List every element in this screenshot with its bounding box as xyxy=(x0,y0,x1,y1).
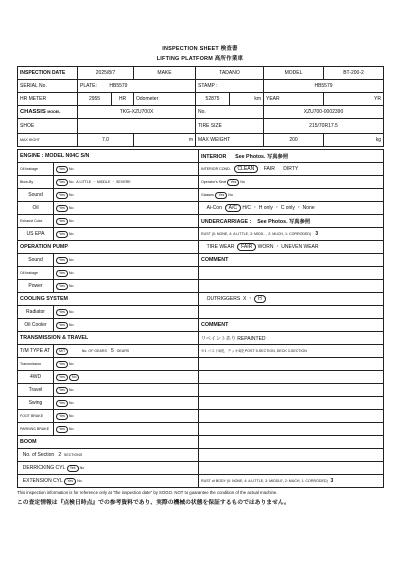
no-option[interactable]: No xyxy=(68,426,74,431)
make-label: MAKE xyxy=(134,67,196,80)
hr-unit: HR xyxy=(112,93,134,106)
no-option[interactable]: No xyxy=(68,218,74,223)
no-option[interactable]: No xyxy=(240,179,245,184)
pump-row-label: Oil leakage xyxy=(18,267,54,280)
operation-pump-title: OPERATION PUMP xyxy=(18,241,199,254)
comment-line[interactable] xyxy=(199,423,384,436)
no-option[interactable]: No xyxy=(68,309,74,314)
engine-row-label: US EPA xyxy=(18,228,54,241)
extension-label: EXTENSION CYL xyxy=(22,477,63,484)
tm-type-label: T/M TYPE xyxy=(20,348,43,354)
sections-label: No. of Section xyxy=(22,452,55,458)
body-rust-value: 3 xyxy=(330,478,334,484)
yes-option[interactable]: Yes xyxy=(227,179,239,186)
odometer-value: 52875 xyxy=(196,93,230,106)
yes-option[interactable]: Yes xyxy=(215,192,227,199)
yes-option[interactable]: Yes xyxy=(56,387,68,394)
hr-meter-label: HR METER xyxy=(18,93,78,106)
no-option[interactable]: No xyxy=(228,192,233,197)
no-option[interactable]: No xyxy=(68,166,74,171)
yes-option[interactable]: Yes xyxy=(56,205,68,212)
no-option[interactable]: No xyxy=(68,387,74,392)
engine-row-label: Oil xyxy=(18,202,54,215)
no-option[interactable]: No xyxy=(68,283,74,288)
no-option[interactable]: No xyxy=(69,374,80,381)
km-unit: km xyxy=(230,93,264,106)
plate-value: HB5579 xyxy=(109,83,128,89)
operator-seat-label: Operator's Seat xyxy=(201,179,227,184)
cooling-row-label: Radiator xyxy=(18,306,54,319)
interior-cond-label: INTERIOR COND. xyxy=(201,167,231,171)
yes-option[interactable]: Yes xyxy=(64,478,76,485)
yes-option[interactable]: Yes xyxy=(56,322,68,329)
yes-option[interactable]: Yes xyxy=(56,283,68,290)
m-unit: m xyxy=(134,134,196,147)
engine-row-label: Oil leakage xyxy=(18,163,54,176)
comment-line[interactable] xyxy=(199,358,384,371)
interior-cond-opt[interactable]: FAIR xyxy=(263,166,275,172)
engine-title: ENGINE : MODEL N04C S/N xyxy=(18,150,199,163)
aircon-options[interactable]: H/C ・ H only ・ C only ・ None xyxy=(242,205,315,211)
rust-label: RUST (0: NONE, 4: A LITTLE, 3: MIDD.. , 2: MUCH, 1: CORRODED) xyxy=(201,232,312,236)
sections-value: 2 xyxy=(58,452,62,458)
gears-unit: GEARS xyxy=(116,348,130,353)
body-rust-label: RUST of BODY (0: NONE, 4: A LITTLE, 3: MIDDLE, 2: MUCH, 1: CORRODED) xyxy=(201,479,328,483)
yes-option[interactable]: Yes xyxy=(56,166,68,173)
yes-option[interactable]: Yes xyxy=(56,361,68,368)
no-option[interactable]: No xyxy=(68,205,74,210)
make-value: TADANO xyxy=(196,67,264,80)
yes-option[interactable]: Yes xyxy=(56,270,68,277)
comment-line[interactable] xyxy=(199,410,384,423)
max-weight-value: 200 xyxy=(264,134,324,147)
yes-option[interactable]: Yes xyxy=(56,231,68,238)
comment-line[interactable] xyxy=(199,397,384,410)
yes-option[interactable]: Yes xyxy=(56,257,68,264)
no-option[interactable]: No xyxy=(79,465,85,470)
comment-line[interactable] xyxy=(199,449,384,462)
comment-label: COMMENT xyxy=(199,319,384,332)
engine-row-label: Sound xyxy=(18,189,54,202)
plate-label: PLATE: xyxy=(80,83,97,89)
no-option[interactable]: No xyxy=(68,179,74,184)
interior-title: INTERIOR xyxy=(201,154,227,160)
undercarriage-photos: See Photos. 写真参照 xyxy=(257,219,311,225)
yes-option[interactable]: Yes xyxy=(56,179,68,186)
interior-cond-selected[interactable]: CLEAN xyxy=(234,165,259,173)
chassis-no-label: No. xyxy=(196,106,264,119)
comment-line[interactable] xyxy=(199,267,384,280)
tm-row-label: FOOT BRAKE xyxy=(18,410,54,423)
tm-row-label: Travel xyxy=(18,384,54,397)
cooling-row-label: Oil Cooler xyxy=(18,319,54,332)
comment-line[interactable] xyxy=(199,436,384,449)
stamp-label: STAMP : xyxy=(196,80,264,93)
odometer-label: Odometer xyxy=(134,93,196,106)
interior-photos: See Photos. 写真参照 xyxy=(235,154,289,160)
outriggers-x[interactable]: X xyxy=(242,296,247,302)
comment-line[interactable] xyxy=(199,462,384,475)
no-option[interactable]: No xyxy=(68,257,74,262)
yes-option[interactable]: Yes xyxy=(56,192,68,199)
yes-option[interactable]: Yes xyxy=(56,374,68,381)
pump-row-label: Sound xyxy=(18,254,54,267)
yes-option[interactable]: Yes xyxy=(56,309,68,316)
glasses-label: Glasses xyxy=(201,192,214,197)
pump-row-label: Power xyxy=(18,280,54,293)
model-label: MODEL xyxy=(264,67,324,80)
max-height-label: MAX HIGHT xyxy=(18,134,78,147)
serial-label: SERIAL No. xyxy=(18,80,78,93)
tm-at[interactable]: AT xyxy=(44,348,51,354)
transmission-title: TRANSMISSION & TRAVEL xyxy=(18,332,199,345)
cooling-title: COOLING SYSTEM xyxy=(18,293,199,306)
inspection-sheet xyxy=(17,66,383,488)
outriggers-label: OUTRIGGERS xyxy=(206,296,241,302)
yes-option[interactable]: Yes xyxy=(67,465,79,472)
comment-line[interactable] xyxy=(199,280,384,293)
inspection-date-label: INSPECTION DATE xyxy=(18,67,78,80)
rust-value: 3 xyxy=(315,231,319,237)
tire-wear-options[interactable]: WORN ・ UNEVEN WEAR xyxy=(257,244,319,250)
no-option[interactable]: No xyxy=(68,322,74,327)
yes-option[interactable]: Yes xyxy=(56,400,68,407)
tm-row-label: 4WD xyxy=(18,371,54,384)
tire-wear-selected[interactable]: FAIR xyxy=(237,243,256,251)
outriggers-note[interactable] xyxy=(199,306,384,319)
aircon-label: Ai-Con xyxy=(206,205,222,211)
no-option[interactable]: No xyxy=(77,478,82,483)
tire-size-label: TIRE SIZE xyxy=(196,119,264,134)
yes-option[interactable]: Yes xyxy=(56,413,68,420)
outriggers-h[interactable]: H xyxy=(254,295,266,303)
boom-title: BOOM xyxy=(18,436,199,449)
engine-row-label: Exhaust Color xyxy=(18,215,54,228)
gears-label: No. OF GEARS xyxy=(81,348,107,353)
tire-wear-label: TIRE WEAR xyxy=(206,244,235,250)
chassis-no-value: XZU700-0002390 xyxy=(264,106,384,119)
no-option[interactable]: No xyxy=(68,270,74,275)
no-option[interactable]: No xyxy=(68,400,74,405)
tm-row-label: PARKING BRAKE xyxy=(18,423,54,436)
yr-unit: YR xyxy=(324,93,384,106)
aircon-selected[interactable]: A/C xyxy=(225,204,241,212)
comment-label: COMMENT xyxy=(199,254,384,267)
chassis-model-value: TKG-XZU700X xyxy=(78,106,196,119)
sections-unit: SECTIONS xyxy=(63,453,83,457)
tm-row-label: Swing xyxy=(18,397,54,410)
inspection-date-value: 2025/8/7 xyxy=(78,67,134,80)
tm-mt[interactable]: M/T xyxy=(56,348,68,355)
info-table xyxy=(17,66,384,147)
gears-value: 5 xyxy=(111,347,114,354)
blowby-severity[interactable]: A LITTLE ・ MIDDLE ・ SEVERE xyxy=(76,179,131,184)
no-option[interactable]: No xyxy=(68,413,74,418)
disclaimer-jp: この査定情報は『点検日時点』での参考資料であり、実際の機械の状態を保証するものではありません。 xyxy=(17,500,290,506)
detail-table: ENGINE : MODEL N04C S/N INTERIOR See Photos. 写真参照 Oil leakage Yes No INTERIOR COND. CLEAN FAIR DIRTY Blow-By Yes No A LITTLE ・ MIDDLE ・ SEVERE Operator's Seat Yes No Sound Yes No Glasses Yes No Oil Yes No Ai-Con A/C H/C ・ H only ・ C only ・ None Exhaust Color Yes No UNDERCARRIAGE : See Photos. 写真参照 US EPA Yes No RUST (0: NONE, 4: A LITTLE, 3: MIDD.. , 2: MUCH, 1: CORRODED) 3 OPERATION PUMP TIRE WEAR FAIR WORN ・ UNEVEN WEAR Sound Yes No COMMENT Oil leakage Yes No Power Yes No COOLING SYSTEM OUTRIGGERS X ・ H Radiator Yes No Oil Cooler Yes No COMMENT TRANSMISSION & TRAVEL リベイントあり REPAINTED T/M TYPE AT M/T No. OF GEARS 5 GEARS ※1 バスト5段、デッキ3段 POST 5-SECTION, DECK 3-SECTION Transmission Yes No 4WD Yes No Travel Yes No Swing Yes No FOOT BRAKE Yes No PARKING BRAKE Yes No BOOM No. of Section 2 SECTIONS DERRICKING CYL Yes No EXTENSION CYL Yes No RUST of BODY (0: NONE, 4: A LITTLE, 3: MIDDLE, 2: MUCH, 1: CORRODED) 3 xyxy=(17,149,384,488)
yes-option[interactable]: Yes xyxy=(56,218,68,225)
comment-line[interactable] xyxy=(199,384,384,397)
stamp-value: HB5579 xyxy=(264,80,384,93)
comment-sections: ※1 バスト5段、デッキ3段 POST 5-SECTION, DECK 3-SECTION xyxy=(199,345,384,358)
chassis-model-label: MODEL xyxy=(47,110,61,114)
undercarriage-title: UNDERCARRIAGE : xyxy=(201,219,252,225)
tm-row-label: Transmission xyxy=(18,358,54,371)
no-option[interactable]: No xyxy=(68,361,74,366)
interior-cond-opt[interactable]: DIRTY xyxy=(283,166,299,172)
model-value: BT-200-2 xyxy=(324,67,384,80)
max-weight-label: MAX WEIGHT xyxy=(196,134,264,147)
yes-option[interactable]: Yes xyxy=(56,426,68,433)
sheet-subtitle: LIFTING PLATFORM 高所作業車 xyxy=(156,56,244,62)
no-option[interactable]: No xyxy=(68,231,74,236)
no-option[interactable]: No xyxy=(68,192,74,197)
derricking-label: DERRICKING CYL xyxy=(22,464,66,471)
kg-unit: kg xyxy=(324,134,384,147)
shoe-label: SHOE xyxy=(18,119,78,134)
engine-row-label: Blow-By xyxy=(18,176,54,189)
disclaimer-en: This inspection information is for reference only at "the inspection date" by SOGO. NOT to guarantee the condition of the actual machine. xyxy=(17,490,278,495)
comment-repainted: リベイントあり REPAINTED xyxy=(199,332,384,345)
comment-line[interactable] xyxy=(199,371,384,384)
year-label: YEAR xyxy=(264,93,324,106)
sheet-title: INSPECTION SHEET 検査書 xyxy=(162,46,238,52)
max-height-value: 7.0 xyxy=(78,134,134,147)
chassis-label: CHASSIS xyxy=(20,109,46,115)
hr-meter-value: 2955 xyxy=(78,93,112,106)
tire-size-value: 215/70R17.5 xyxy=(264,119,384,134)
